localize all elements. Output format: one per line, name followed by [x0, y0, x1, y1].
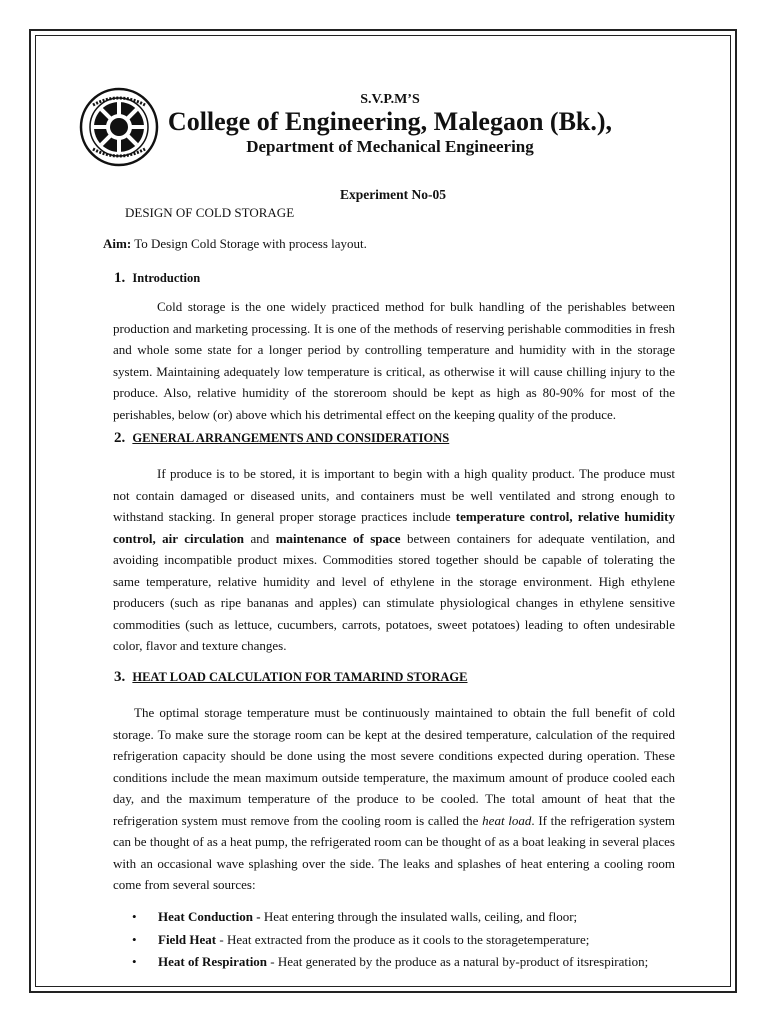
section-2-text-c: between containers for adequate ventilation, and avoiding incompatible product mixes. Commodities stored together should be capable of tolerating the same temperature, relative humidity and level of ethylene in the storage environment. High ethylene producers (such as ripe bananas and apples) can stimulate physiological changes in ethylene sensitive commodities (such as lettuce, cucumbers, carrots, potatoes, sweet potatoes) leading to often undesirable color, flavor and texture changes. [113, 530, 676, 653]
bullet-icon: • [132, 931, 137, 947]
section-1-title: Introduction [132, 271, 201, 285]
list-item-title: Heat Conduction - [158, 909, 261, 924]
section-3-heading [114, 669, 468, 686]
list-item-text: - Heat extracted from the produce as it cools to the storagetemperature; [219, 931, 590, 947]
section-2-text-a: If produce is to be stored, it is important to begin with a high quality product. The produce must not contain damaged or diseased units, and containers must be well ventilated and strong enough to withstand stacking. In general proper storage practices include [113, 466, 675, 524]
aim-statement [103, 236, 367, 252]
list-item [113, 929, 683, 952]
department-name: Department of Mechanical Engineering [246, 137, 534, 156]
section-2-number: 2. [114, 430, 126, 446]
section-3-text-b: . If the refrigeration system can be thought of as a heat pump, the refrigerated room can be thought of as a boat leaking in several places with an occasional wave splashing over the side. The leaks and splashes of heat entering a cooling room come from several sources: [113, 812, 676, 892]
section-2-paragraph [113, 463, 675, 657]
list-item-text: - Heat generated by the produce as a natural by-product of itsrespiration; [270, 954, 649, 969]
list-item [113, 906, 683, 929]
section-2-heading [114, 430, 449, 447]
list-item [113, 951, 683, 974]
college-seal-logo [79, 87, 159, 167]
section-3-italic: heat load [482, 812, 532, 828]
section-3-paragraph [113, 702, 675, 896]
section-3-number: 3. [114, 669, 126, 685]
experiment-number: Experiment No-05 [339, 187, 447, 202]
section-2-bold-1: temperature control, relative humidity control, air circulation [113, 509, 675, 546]
section-2-bold-2: maintenance of space [275, 530, 401, 546]
section-2-title: GENERAL ARRANGEMENTS AND CONSIDERATIONS [132, 431, 450, 445]
heat-source-list [113, 906, 683, 974]
experiment-title: DESIGN OF COLD STORAGE [125, 205, 295, 220]
aim-label: Aim: [103, 236, 132, 251]
list-item-title: Field Heat [158, 931, 217, 947]
section-1-text: Cold storage is the one widely practiced method for bulk handling of the perishables between production and marketing processing. It is one of the methods of reserving perishable commodities in fresh and whole some state for a longer period by controlling temperature and humidity with in the storage system. Maintaining adequately low temperature is critical, as otherwise it will cause chilling injury to the produce. Also, relative humidity of the storeroom should be kept as high as 80-90% for most of the perishables, below (or) above which his detrimental effect on the keeping quality of the produce. [113, 299, 675, 422]
section-3-text-a: The optimal storage temperature must be continuously maintained to obtain the full benefit of cold storage. To make sure the storage room can be kept at the desired temperature, calculation of the required refrigeration capacity should be done using the most severe conditions expected during operation. These conditions include the mean maximum outside temperature, the maximum amount of produce cooled each day, and the maximum temperature of the produce to be cooled. The total amount of heat that the refrigeration system must remove from the cooling room is called the [113, 705, 675, 828]
section-1-paragraph [113, 296, 675, 425]
list-item-title: Heat of Respiration [158, 954, 268, 969]
college-name: College of Engineering, Malegaon (Bk.), [167, 107, 613, 136]
list-item-text: Heat entering through the insulated walls, ceiling, and floor; [263, 909, 578, 924]
section-1-number: 1. [114, 270, 126, 286]
society-name: S.V.P.M’S [360, 92, 420, 107]
bullet-icon: • [132, 954, 137, 969]
aim-text: To Design Cold Storage with process layout. [134, 236, 367, 251]
bullet-icon: • [132, 909, 137, 924]
section-3-title: HEAT LOAD CALCULATION FOR TAMARIND STORAGE [132, 670, 468, 684]
section-1-heading [114, 270, 200, 287]
section-2-text-b: and [250, 530, 270, 546]
